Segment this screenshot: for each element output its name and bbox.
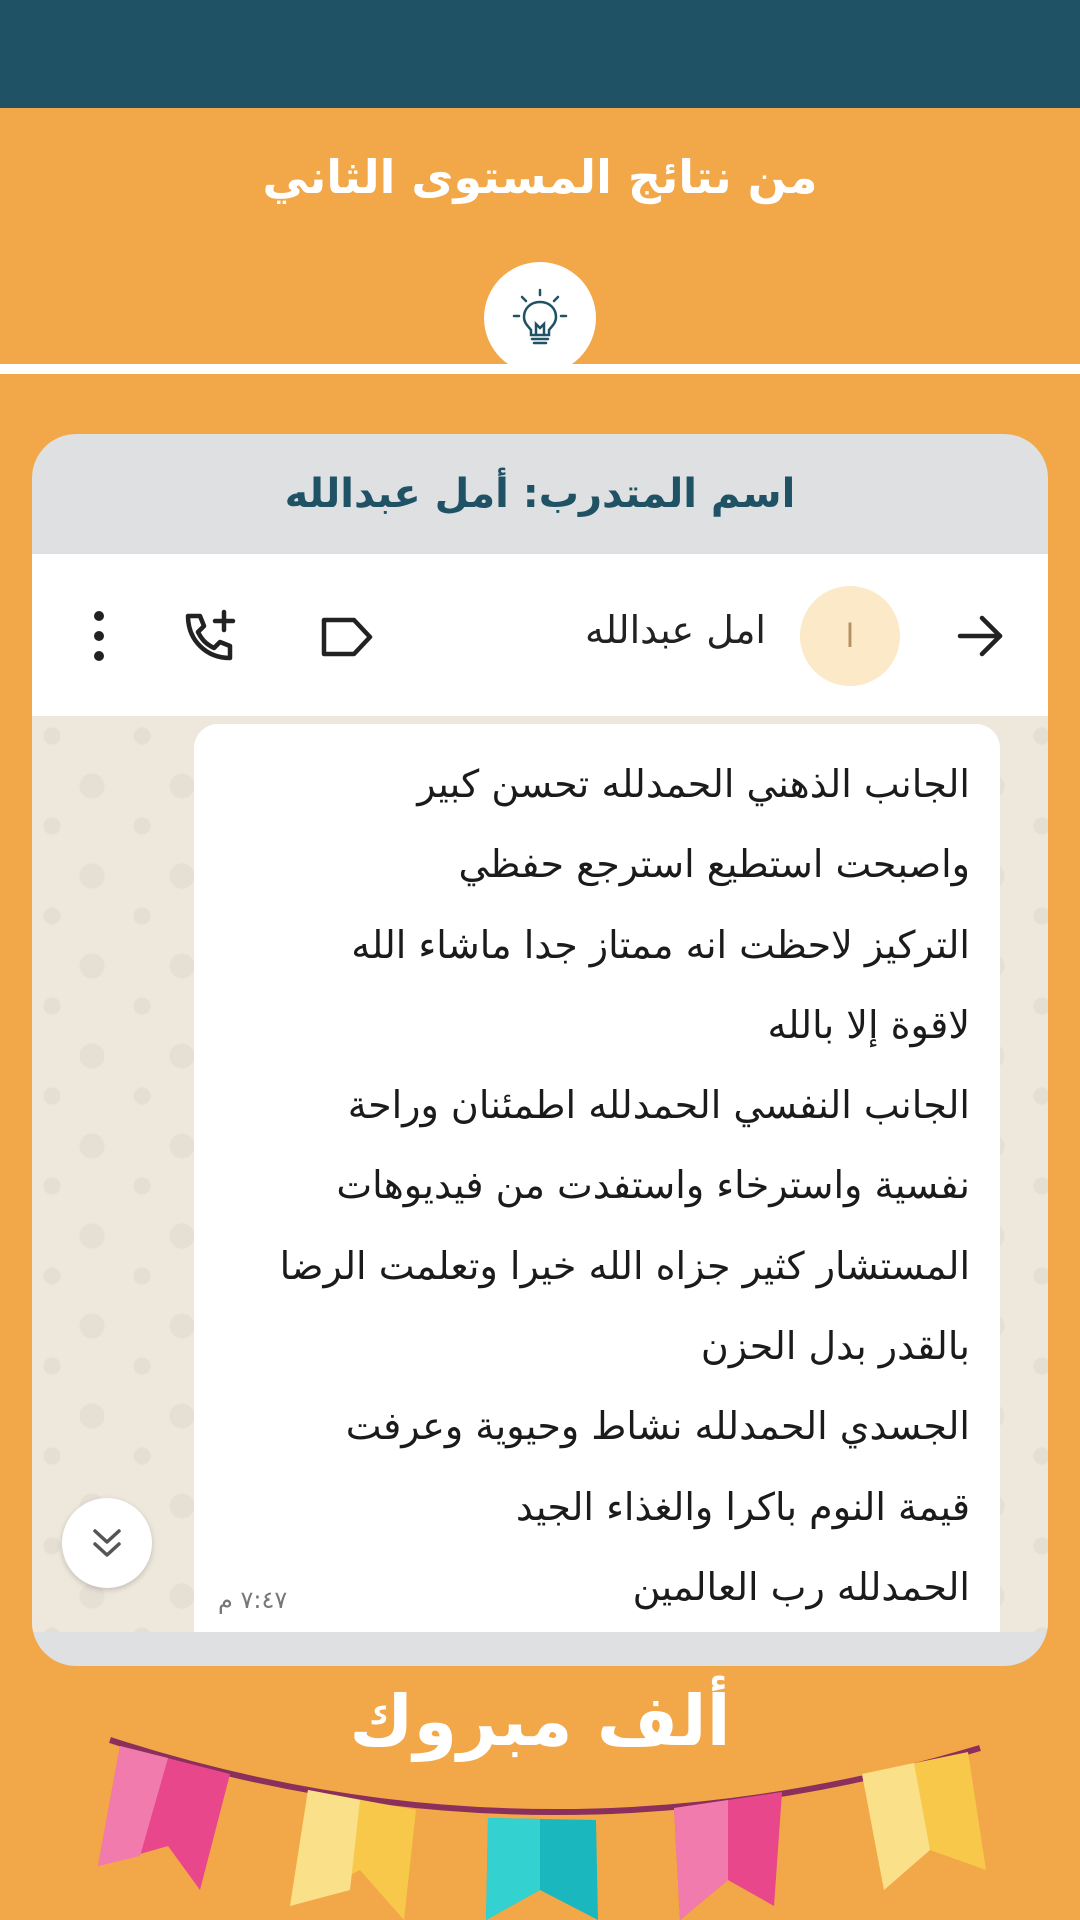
avatar-letter: ا [845,617,855,655]
message-text [210,744,970,1627]
scroll-to-bottom-button[interactable] [62,1498,152,1588]
message-bubble[interactable] [194,724,1000,1632]
congratulations-text: ألف مبروك [349,1680,731,1762]
lightbulb-badge [484,262,596,374]
trainee-name-title: اسم المتدرب: أمل عبدالله [284,471,796,517]
page-headline: من نتائج المستوى الثاني [262,150,818,204]
chat-area[interactable] [32,716,1048,1632]
message-line: لاقوة إلا بالله [767,1002,970,1047]
message-timestamp: ٧:٤٧ م [218,1586,288,1614]
bunting-flag [862,1752,986,1890]
double-chevron-down-icon [87,1523,127,1563]
bunting-flag [290,1790,416,1920]
testimonial-card [32,434,1048,1666]
message-line: الجسدي الحمدلله نشاط وحيوية وعرفت [345,1404,970,1449]
bunting-flag [486,1818,598,1920]
message-line: الجانب النفسي الحمدلله اطمئنان وراحة [347,1083,970,1128]
add-call-icon[interactable] [180,606,240,666]
arrow-back-icon[interactable] [950,606,1010,666]
bunting-decoration [0,1730,1080,1920]
message-line: بالقدر بدل الحزن [700,1324,970,1369]
label-icon[interactable] [316,612,376,662]
more-vert-icon[interactable] [84,606,114,666]
lightbulb-icon [510,286,570,350]
avatar[interactable] [800,586,900,686]
bunting-flag [674,1792,782,1920]
chat-header [32,554,1048,716]
top-bar [0,0,1080,108]
contact-name[interactable]: امل عبدالله [585,608,766,652]
message-line: الجانب الذهني الحمدلله تحسن كبير [417,762,970,806]
message-line: واصبحت استطيع استرجع حفظي [458,842,970,887]
message-line: نفسية واسترخاء واستفدت من فيديوهات [336,1163,970,1208]
message-line: المستشار كثير جزاه الله خيرا وتعلمت الرضا [279,1243,970,1288]
message-line: الحمدلله رب العالمين [632,1564,970,1609]
message-line: قيمة النوم باكرا والغذاء الجيد [515,1484,970,1529]
message-line: التركيز لاحظت انه ممتاز جدا ماشاء الله [351,922,970,967]
